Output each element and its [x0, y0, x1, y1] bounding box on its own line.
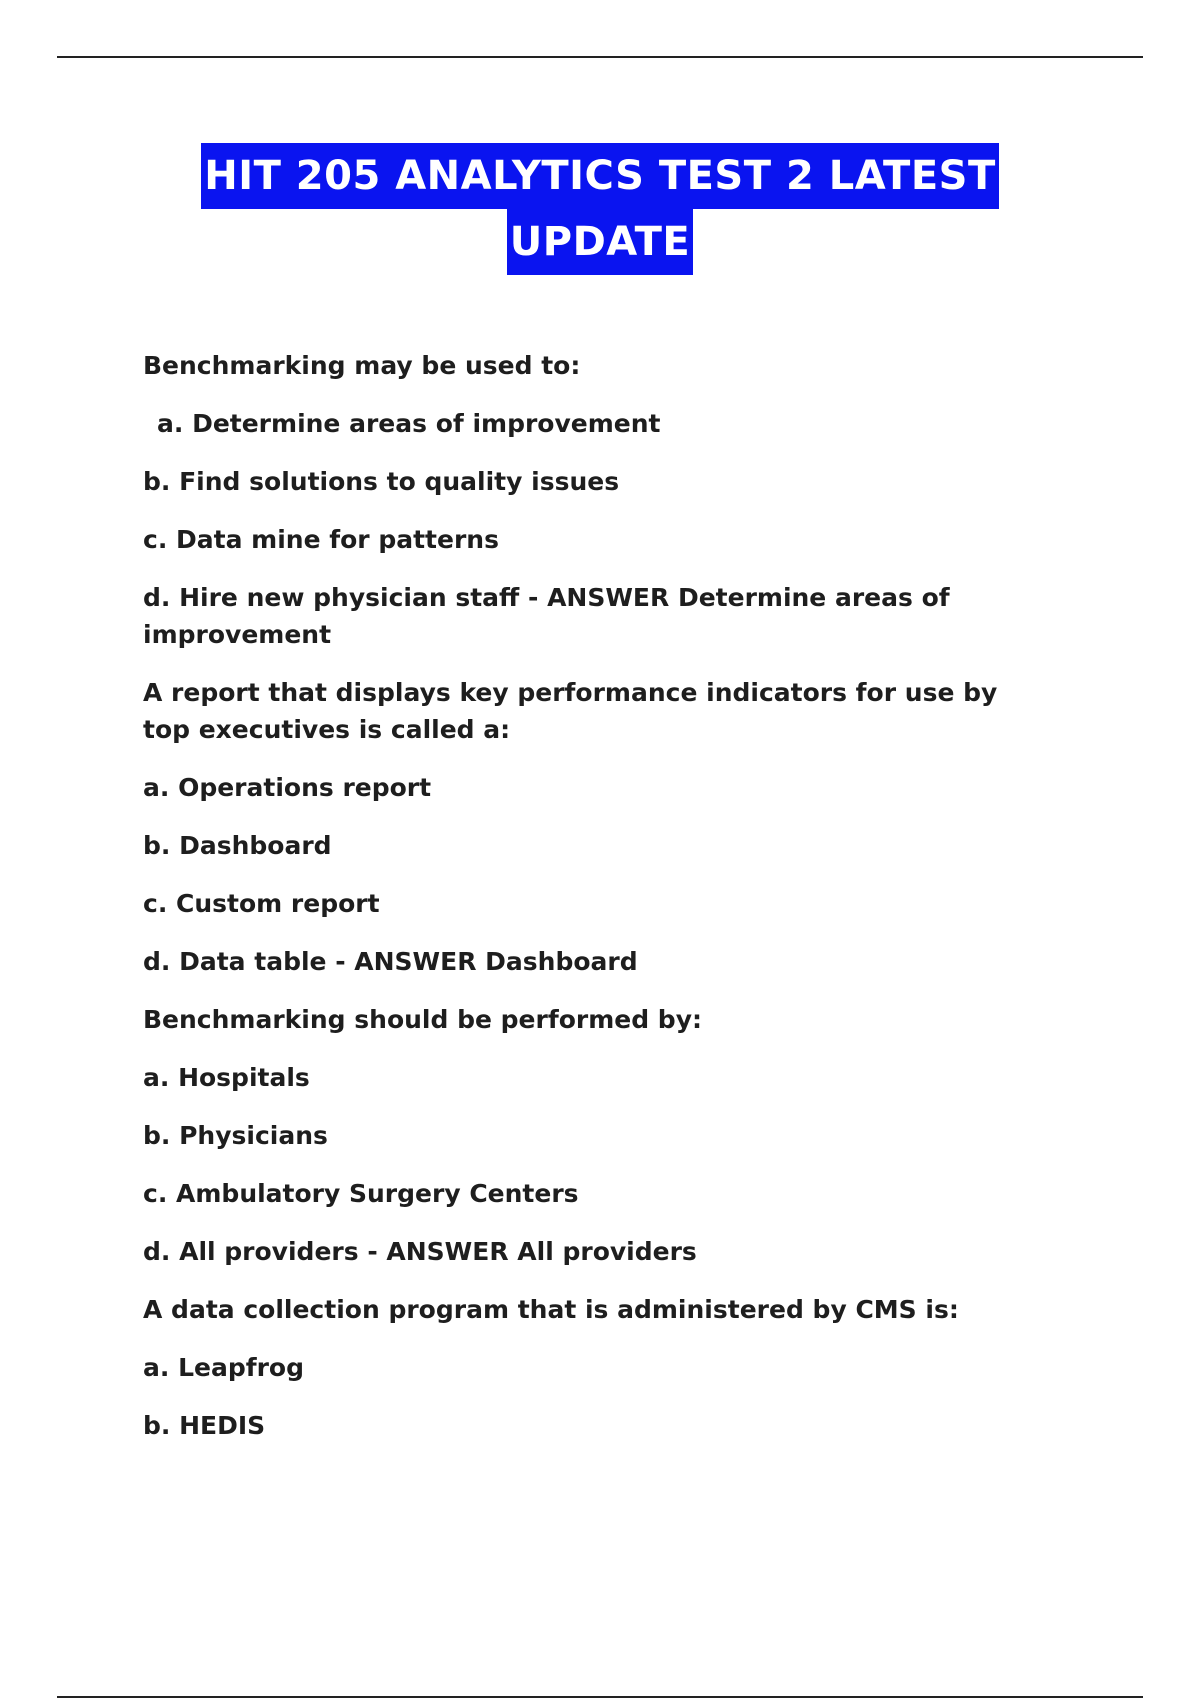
question-prompt: Benchmarking should be performed by:	[143, 1005, 702, 1034]
answer-option: a. Leapfrog	[143, 1353, 304, 1382]
answer-option: a. Operations report	[143, 773, 432, 802]
document-title	[0, 143, 1200, 275]
header-rule	[57, 56, 1143, 58]
question-list	[143, 347, 1043, 1465]
question-prompt: A report that displays key performance indicators for use by top executives is called a:	[143, 678, 998, 744]
answer-option: d. Hire new physician staff - ANSWER Determine areas of improvement	[143, 583, 950, 649]
answer-option: d. All providers - ANSWER All providers	[143, 1237, 697, 1266]
answer-option: b. Physicians	[143, 1121, 328, 1150]
question-prompt: A data collection program that is administered by CMS is:	[143, 1295, 959, 1324]
answer-option: c. Custom report	[143, 889, 380, 918]
title-line-2: UPDATE	[507, 209, 693, 275]
answer-option: c. Data mine for patterns	[143, 525, 499, 554]
answer-option: b. HEDIS	[143, 1411, 266, 1440]
answer-option: d. Data table - ANSWER Dashboard	[143, 947, 638, 976]
question-prompt: Benchmarking may be used to:	[143, 351, 581, 380]
answer-option: a. Hospitals	[143, 1063, 310, 1092]
answer-option: a. Determine areas of improvement	[157, 409, 661, 438]
answer-option: b. Find solutions to quality issues	[143, 467, 620, 496]
answer-option: c. Ambulatory Surgery Centers	[143, 1179, 579, 1208]
answer-option: b. Dashboard	[143, 831, 332, 860]
title-line-1: HIT 205 ANALYTICS TEST 2 LATEST	[201, 143, 999, 209]
footer-rule	[57, 1696, 1143, 1698]
